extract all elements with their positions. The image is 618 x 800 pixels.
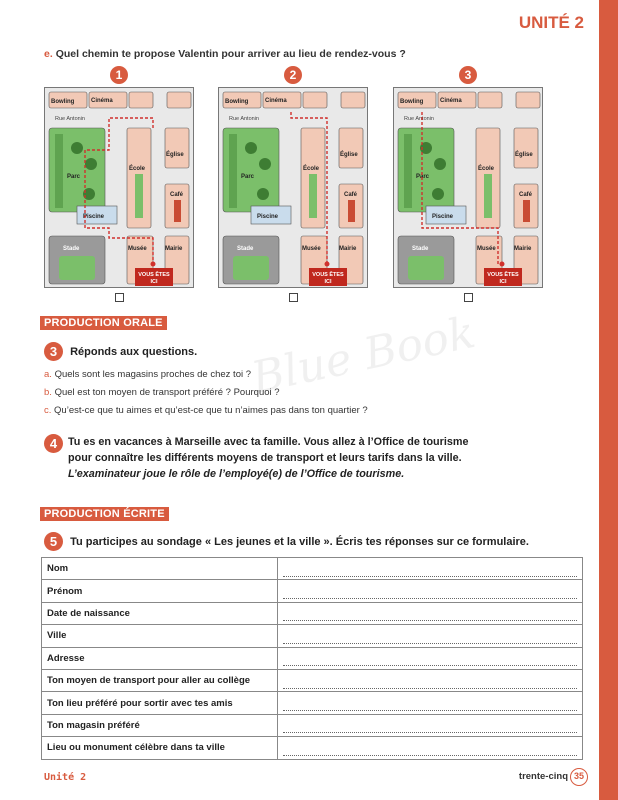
page-number: 35 [570, 768, 588, 786]
footer-unit: Unité 2 [44, 772, 87, 783]
question-text: Quel est ton moyen de transport préféré ? Pourquoi ? [54, 387, 280, 398]
task-3-heading [44, 342, 197, 361]
label-cafe: Café [170, 192, 184, 198]
school-yard [135, 174, 143, 218]
map-checkbox-1[interactable] [115, 293, 124, 302]
question-letter: b. [44, 387, 52, 398]
city-map [393, 87, 543, 288]
question-letter: c. [44, 405, 52, 416]
tree [83, 188, 95, 200]
label-ecole: École [303, 166, 320, 172]
question-b [44, 387, 280, 398]
you-are-here-text: VOUS ÊTES [138, 272, 170, 278]
form-answer-field[interactable] [278, 602, 583, 624]
form-answer-field[interactable] [278, 714, 583, 736]
label-cinema: Cinéma [91, 98, 113, 104]
stadium-field [408, 256, 444, 280]
park-path [404, 134, 412, 208]
building-church [165, 128, 189, 168]
label-piscine: Piscine [257, 214, 279, 220]
cafe-awning [348, 200, 355, 222]
label-musee: Musée [302, 246, 321, 252]
form-answer-field[interactable] [278, 669, 583, 691]
label-mairie: Mairie [339, 246, 357, 252]
question-e [44, 48, 406, 60]
form-row [42, 692, 583, 714]
map-number: 1 [110, 66, 128, 84]
building [341, 92, 365, 108]
map-option-2 [218, 66, 368, 302]
label-ecole: École [129, 166, 146, 172]
task-4-line-2: pour connaître les différents moyens de transport et leurs tarifs dans la ville. [68, 452, 462, 464]
label-cinema: Cinéma [265, 98, 287, 104]
label-stade: Stade [63, 246, 80, 252]
you-are-here-text: VOUS ÊTES [487, 272, 519, 278]
label-bowling: Bowling [51, 99, 75, 105]
task-4-line-3: L’examinateur joue le rôle de l’employé(e) de l’Office de tourisme. [68, 468, 405, 480]
question-text: Quel chemin te propose Valentin pour arriver au lieu de rendez-vous ? [55, 48, 406, 60]
task-title: Réponds aux questions. [70, 345, 198, 358]
building [303, 92, 327, 108]
tree [259, 158, 271, 170]
question-text: Quels sont les magasins proches de chez toi ? [54, 369, 252, 380]
form-row [42, 625, 583, 647]
label-street: Rue Antonin [55, 116, 85, 122]
school-yard [484, 174, 492, 218]
label-eglise: Église [166, 152, 184, 158]
label-piscine: Piscine [83, 214, 105, 220]
tree [257, 188, 269, 200]
building [167, 92, 191, 108]
building [478, 92, 502, 108]
building [129, 92, 153, 108]
tree [432, 188, 444, 200]
task-number: 3 [44, 342, 63, 361]
city-map [44, 87, 194, 288]
label-parc: Parc [241, 174, 255, 180]
watermark: Blue Book [247, 306, 480, 405]
label-eglise: Église [515, 152, 533, 158]
question-letter: e. [44, 48, 53, 60]
tree [434, 158, 446, 170]
tree [71, 142, 83, 154]
question-text: Qu’est-ce que tu aimes et qu’est-ce que tu n’aimes pas dans ton quartier ? [54, 405, 368, 416]
form-label: Ton moyen de transport pour aller au collège [42, 669, 278, 691]
label-street: Rue Antonin [229, 116, 259, 122]
label-piscine: Piscine [432, 214, 454, 220]
form-label: Adresse [42, 647, 278, 669]
label-eglise: Église [340, 152, 358, 158]
label-cinema: Cinéma [440, 98, 462, 104]
section-production-ecrite: PRODUCTION ÉCRITE [40, 507, 169, 521]
unit-title: UNITÉ 2 [518, 13, 584, 32]
form-answer-field[interactable] [278, 580, 583, 602]
tree [85, 158, 97, 170]
form-row [42, 714, 583, 736]
cafe-awning [174, 200, 181, 222]
map-option-1 [44, 66, 194, 302]
task-number: 5 [44, 532, 63, 551]
form-label: Ton magasin préféré [42, 714, 278, 736]
form-label: Ville [42, 625, 278, 647]
task-title: Tu participes au sondage « Les jeunes et la ville ». Écris tes réponses sur ce formulaire. [70, 535, 529, 548]
question-letter: a. [44, 369, 52, 380]
label-cafe: Café [519, 192, 533, 198]
label-parc: Parc [67, 174, 81, 180]
map-checkbox-2[interactable] [289, 293, 298, 302]
form-row [42, 602, 583, 624]
form-label: Prénom [42, 580, 278, 602]
form-row [42, 647, 583, 669]
label-bowling: Bowling [400, 99, 424, 105]
form-label: Ton lieu préféré pour sortir avec tes amis [42, 692, 278, 714]
building [516, 92, 540, 108]
form-answer-field[interactable] [278, 625, 583, 647]
label-mairie: Mairie [165, 246, 183, 252]
building-church [514, 128, 538, 168]
form-label: Nom [42, 558, 278, 580]
map-number: 2 [284, 66, 302, 84]
label-parc: Parc [416, 174, 430, 180]
label-ecole: École [478, 166, 495, 172]
cafe-awning [523, 200, 530, 222]
question-c [44, 405, 368, 416]
you-are-here-text: ICI [499, 279, 507, 285]
task-4 [44, 434, 564, 482]
label-street: Rue Antonin [404, 116, 434, 122]
form-label: Lieu ou monument célèbre dans ta ville [42, 737, 278, 759]
map-number: 3 [459, 66, 477, 84]
form-answer-field[interactable] [278, 692, 583, 714]
label-musee: Musée [477, 246, 496, 252]
label-cafe: Café [344, 192, 358, 198]
map-option-3 [393, 66, 543, 302]
tree [245, 142, 257, 154]
city-map [218, 87, 368, 288]
form-answer-field[interactable] [278, 647, 583, 669]
start-point [500, 262, 505, 267]
form-row [42, 737, 583, 759]
map-checkbox-3[interactable] [464, 293, 473, 302]
form-row [42, 580, 583, 602]
label-stade: Stade [237, 246, 254, 252]
you-are-here-text: ICI [324, 279, 332, 285]
form-row [42, 558, 583, 580]
school-yard [309, 174, 317, 218]
stadium-field [233, 256, 269, 280]
right-accent-bar [599, 0, 618, 800]
task-5-heading [44, 532, 529, 551]
start-point [325, 262, 330, 267]
label-stade: Stade [412, 246, 429, 252]
survey-form [41, 557, 583, 760]
footer-page-word: trente-cinq [518, 771, 568, 782]
you-are-here-text: VOUS ÊTES [312, 272, 344, 278]
question-a [44, 369, 251, 380]
park-path [55, 134, 63, 208]
task-4-line-1: Tu es en vacances à Marseille avec ta famille. Vous allez à l’Office de tourisme [68, 436, 469, 448]
task-number: 4 [44, 434, 63, 453]
label-mairie: Mairie [514, 246, 532, 252]
form-label: Date de naissance [42, 602, 278, 624]
label-musee: Musée [128, 246, 147, 252]
start-point [151, 262, 156, 267]
park-path [229, 134, 237, 208]
form-row [42, 669, 583, 691]
you-are-here-text: ICI [150, 279, 158, 285]
label-bowling: Bowling [225, 99, 249, 105]
form-answer-field[interactable] [278, 558, 583, 580]
stadium-field [59, 256, 95, 280]
section-production-orale: PRODUCTION ORALE [40, 316, 167, 330]
building-church [339, 128, 363, 168]
form-answer-field[interactable] [278, 737, 583, 759]
